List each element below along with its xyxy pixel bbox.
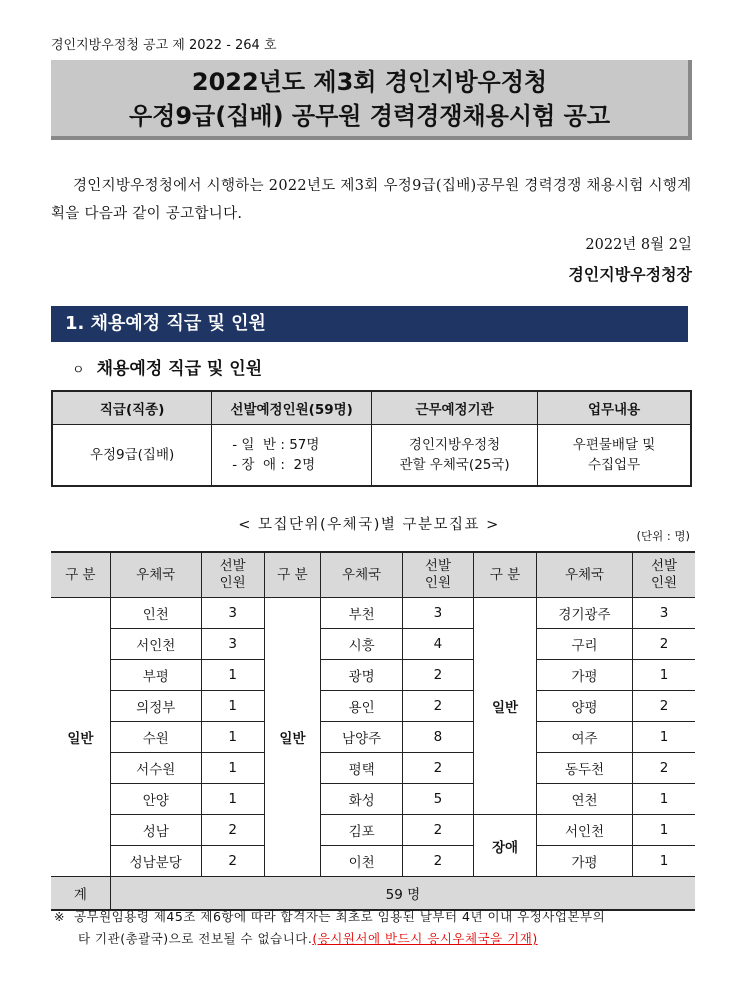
header-duty: 업무내용 (538, 391, 691, 425)
count-cell: 2 (201, 815, 264, 846)
header-office: 우체국 (321, 552, 403, 598)
intro-paragraph: 경인지방우정청에서 시행하는 2022년도 제3회 우정9급(집배)공무원 경력경쟁 채용시험 시행계획을 다음과 같이 공고합니다. (51, 178, 692, 222)
count-cell: 2 (402, 753, 473, 784)
group-general-cell: 일반 (264, 598, 321, 877)
table-row (51, 660, 695, 691)
note-red-text: (응시원서에 반드시 응시우체국을 기재) (312, 931, 538, 946)
table-row (51, 722, 695, 753)
office-cell: 인천 (110, 598, 201, 629)
group-disabled-cell: 장애 (474, 815, 537, 877)
count-cell: 3 (201, 598, 264, 629)
header-count (633, 552, 696, 598)
count-cell: 2 (633, 629, 696, 660)
total-row (51, 877, 695, 911)
agency-line-2: 관할 우체국(25국) (399, 457, 510, 473)
office-cell: 안양 (110, 784, 201, 815)
title-box (51, 60, 692, 140)
quota-disabled: - 장 애 : 2명 (232, 457, 316, 473)
plan-table (51, 390, 692, 487)
office-cell: 남양주 (321, 722, 403, 753)
office-cell: 가평 (537, 846, 633, 877)
header-office: 우체국 (110, 552, 201, 598)
grade-cell: 우정9급(집배) (52, 425, 212, 487)
group-general-cell: 일반 (51, 598, 110, 877)
count-cell: 8 (402, 722, 473, 753)
title-line-2: 우정9급(집배) 공무원 경력경쟁채용시험 공고 (128, 102, 610, 130)
unit-note: (단위 : 명) (636, 529, 690, 543)
notice-number: 경인지방우정청 공고 제 2022 - 264 호 (51, 38, 277, 53)
office-cell: 구리 (537, 629, 633, 660)
office-cell: 광명 (321, 660, 403, 691)
total-label: 계 (51, 877, 110, 911)
total-value: 59 명 (110, 877, 695, 911)
notice-date: 2022년 8월 2일 (585, 237, 692, 253)
header-category: 구 분 (474, 552, 537, 598)
duty-cell (538, 425, 691, 487)
office-cell: 동두천 (537, 753, 633, 784)
office-cell: 여주 (537, 722, 633, 753)
count-cell: 4 (402, 629, 473, 660)
note-line-1: 공무원임용령 제45조 제6항에 따라 합격자는 최초로 임용된 날부터 4년 이내 우정사업본부의 (73, 909, 606, 924)
subheading-text: 채용예정 직급 및 인원 (96, 359, 263, 379)
count-cell: 3 (633, 598, 696, 629)
title-line-1: 2022년도 제3회 경인지방우정청 (191, 68, 548, 96)
table-row (51, 815, 695, 846)
quota-cell (212, 425, 372, 487)
count-cell: 3 (201, 629, 264, 660)
subheading (72, 354, 262, 379)
unit-table-caption: < 모집단위(우체국)별 구분모집표 > (238, 517, 500, 533)
count-cell: 1 (633, 722, 696, 753)
office-cell: 경기광주 (537, 598, 633, 629)
office-cell: 김포 (321, 815, 403, 846)
office-cell: 연천 (537, 784, 633, 815)
header-quota: 선발예정인원(59명) (212, 391, 372, 425)
office-cell: 시흥 (321, 629, 403, 660)
header-office: 우체국 (537, 552, 633, 598)
footnote (54, 906, 694, 950)
office-cell: 화성 (321, 784, 403, 815)
table-row (51, 598, 695, 629)
office-cell: 수원 (110, 722, 201, 753)
group-general-cell: 일반 (474, 598, 537, 815)
office-cell: 성남 (110, 815, 201, 846)
header-count (402, 552, 473, 598)
count-cell: 3 (402, 598, 473, 629)
table-row (51, 784, 695, 815)
header-count-line1: 선발 (424, 558, 452, 574)
office-cell: 가평 (537, 660, 633, 691)
note-line-2: 타 기관(총괄국)으로 전보될 수 없습니다. (78, 931, 313, 946)
office-cell: 서인천 (537, 815, 633, 846)
agency-cell (372, 425, 538, 487)
signer: 경인지방우정청장 (568, 265, 692, 284)
count-cell: 2 (633, 753, 696, 784)
count-cell: 2 (402, 691, 473, 722)
count-cell: 1 (201, 722, 264, 753)
count-cell: 1 (633, 660, 696, 691)
office-cell: 용인 (321, 691, 403, 722)
header-count-line1: 선발 (650, 558, 678, 574)
quota-general: - 일 반 : 57명 (232, 437, 320, 453)
count-cell: 1 (201, 784, 264, 815)
unit-table (51, 551, 695, 911)
count-cell: 1 (201, 753, 264, 784)
office-cell: 성남분당 (110, 846, 201, 877)
duty-line-2: 수집업무 (587, 457, 641, 473)
header-count-line2: 인원 (650, 575, 678, 591)
duty-line-1: 우편물배달 및 (572, 437, 656, 453)
office-cell: 이천 (321, 846, 403, 877)
header-grade: 직급(직종) (52, 391, 212, 425)
count-cell: 1 (201, 660, 264, 691)
bullet-icon: ㅇ (72, 363, 85, 378)
table-row (51, 753, 695, 784)
count-cell: 1 (633, 815, 696, 846)
header-count (201, 552, 264, 598)
header-category: 구 분 (264, 552, 321, 598)
count-cell: 1 (633, 846, 696, 877)
count-cell: 1 (201, 691, 264, 722)
count-cell: 2 (633, 691, 696, 722)
header-agency: 근무예정기관 (372, 391, 538, 425)
office-cell: 의정부 (110, 691, 201, 722)
table-row (51, 629, 695, 660)
count-cell: 1 (633, 784, 696, 815)
office-cell: 양평 (537, 691, 633, 722)
count-cell: 2 (201, 846, 264, 877)
header-count-line1: 선발 (219, 558, 246, 574)
plan-table-header (52, 391, 691, 425)
count-cell: 2 (402, 846, 473, 877)
header-count-line2: 인원 (424, 575, 452, 591)
plan-table-row (52, 425, 691, 487)
note-mark-icon: ※ (54, 909, 65, 924)
count-cell: 2 (402, 815, 473, 846)
section-heading: 1. 채용예정 직급 및 인원 (51, 306, 688, 342)
count-cell: 5 (402, 784, 473, 815)
office-cell: 서인천 (110, 629, 201, 660)
count-cell: 2 (402, 660, 473, 691)
table-row (51, 691, 695, 722)
office-cell: 부평 (110, 660, 201, 691)
header-count-line2: 인원 (219, 575, 246, 591)
office-cell: 평택 (321, 753, 403, 784)
office-cell: 부천 (321, 598, 403, 629)
table-row (51, 846, 695, 877)
office-cell: 서수원 (110, 753, 201, 784)
header-category: 구 분 (51, 552, 110, 598)
agency-line-1: 경인지방우정청 (408, 437, 501, 453)
unit-table-header (51, 552, 695, 598)
